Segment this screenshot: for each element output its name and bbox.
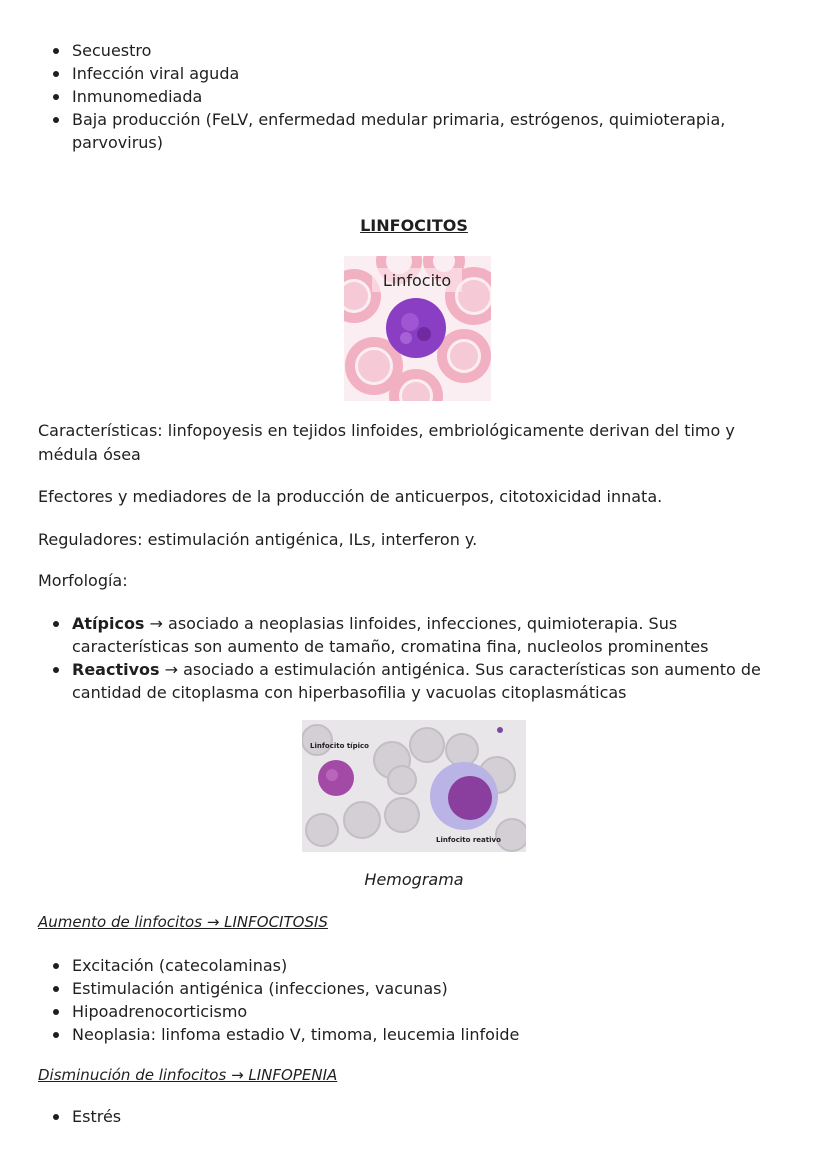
section-title: LINFOCITOS	[360, 216, 468, 235]
list-item: Estimulación antigénica (infecciones, vacunas)	[38, 977, 738, 1000]
figure-caption: Hemograma	[364, 870, 464, 889]
lymphocytosis-list	[38, 954, 738, 1046]
morphology-list	[38, 612, 778, 704]
reactive-lymphocyte-label: Linfocito reativo	[436, 836, 501, 844]
list-item: Baja producción (FeLV, enfermedad medular primaria, estrógenos, quimioterapia, parvovirus)	[38, 108, 738, 154]
list-item: Inmunomediada	[38, 85, 738, 108]
lymphopenia-heading: Disminución de linfocitos → LINFOPENIA	[38, 1066, 338, 1084]
causes-list	[38, 39, 738, 154]
lymphocytosis-heading: Aumento de linfocitos → LINFOCITOSIS	[38, 913, 328, 931]
blood-smear-image	[302, 720, 526, 852]
term-description: → asociado a neoplasias linfoides, infecciones, quimioterapia. Sus características son aumento de tamaño, cromatina fina, nucleolos prominentes	[72, 614, 709, 656]
list-item	[38, 658, 778, 704]
blood-smear-micrograph	[302, 720, 526, 852]
lymphopenia-list	[38, 1105, 738, 1128]
lymphocyte-micrograph	[344, 256, 491, 401]
typical-lymphocyte-label: Linfocito típico	[310, 742, 369, 750]
regulators-paragraph: Reguladores: estimulación antigénica, ILs, interferon y.	[38, 530, 478, 549]
list-item: Infección viral aguda	[38, 62, 738, 85]
term-label: Atípicos	[72, 614, 145, 633]
morphology-heading: Morfología:	[38, 571, 128, 590]
characteristics-paragraph: Características: linfopoyesis en tejidos linfoides, embriológicamente derivan del timo y médula ósea	[38, 421, 735, 464]
effectors-paragraph: Efectores y mediadores de la producción de anticuerpos, citotoxicidad innata.	[38, 487, 663, 506]
list-item: Estrés	[38, 1105, 738, 1128]
term-label: Reactivos	[72, 660, 160, 679]
list-item: Excitación (catecolaminas)	[38, 954, 738, 977]
list-item: Hipoadrenocorticismo	[38, 1000, 738, 1023]
lymphocyte-image	[344, 256, 491, 401]
list-item: Secuestro	[38, 39, 738, 62]
list-item	[38, 612, 778, 658]
list-item: Neoplasia: linfoma estadio V, timoma, leucemia linfoide	[38, 1023, 738, 1046]
lymphocyte-label: Linfocito	[382, 271, 452, 290]
term-description: → asociado a estimulación antigénica. Sus características son aumento de cantidad de citoplasma con hiperbasofilia y vacuolas citoplasmáticas	[72, 660, 761, 702]
